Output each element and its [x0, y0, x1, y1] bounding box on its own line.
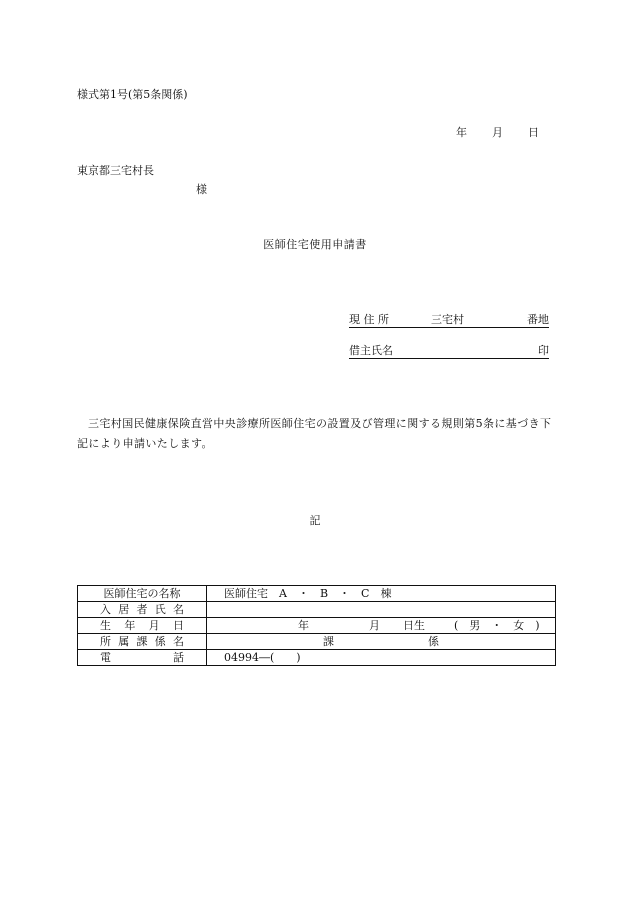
table-row — [78, 634, 556, 650]
date-year: 年 — [456, 126, 467, 139]
label-department: 所 属 課 係 名 — [78, 634, 207, 650]
table-row — [78, 650, 556, 666]
date-month: 月 — [492, 126, 503, 139]
application-details-table — [77, 585, 556, 666]
ki-heading: 記 — [309, 514, 321, 527]
value-birth-date[interactable] — [207, 618, 556, 634]
label-phone: 電 話 — [78, 650, 207, 666]
ka-unit: 課 — [323, 635, 334, 648]
address-banchi: 番地 — [527, 313, 549, 326]
value-department[interactable] — [207, 634, 556, 650]
label-birth-date: 生 年 月 日 — [78, 618, 207, 634]
table-row — [78, 586, 556, 602]
kakari-unit: 係 — [428, 635, 439, 648]
recipient-name: 東京都三宅村長 — [77, 164, 154, 177]
address-village: 三宅村 — [431, 313, 464, 326]
address-label: 現 住 所 — [349, 313, 389, 326]
table-row — [78, 602, 556, 618]
table-row — [78, 618, 556, 634]
applicant-address-line — [349, 311, 549, 328]
form-number: 様式第1号(第5条関係) — [77, 88, 188, 101]
date-line — [456, 124, 556, 140]
birth-month-unit: 月 — [369, 619, 380, 632]
seal-mark: 印 — [538, 344, 549, 357]
value-phone[interactable]: 04994―( ) — [207, 650, 556, 666]
recipient-honorific: 様 — [196, 183, 207, 196]
date-day: 日 — [528, 126, 539, 139]
birth-day-unit: 日生 — [403, 619, 425, 632]
birth-year-unit: 年 — [298, 619, 309, 632]
name-label: 借主氏名 — [349, 344, 393, 357]
gender-choice: ( 男 ・ 女 ) — [454, 619, 540, 632]
value-residence-name[interactable]: 医師住宅 A ・ B ・ C 棟 — [207, 586, 556, 602]
value-resident-name[interactable] — [207, 602, 556, 618]
application-body: 三宅村国民健康保険直営中央診療所医師住宅の設置及び管理に関する規則第5条に基づき下記により申請いたします。 — [77, 417, 552, 450]
label-resident-name: 入 居 者 氏 名 — [78, 602, 207, 618]
label-residence-name: 医師住宅の名称 — [78, 586, 207, 602]
document-title: 医師住宅使用申請書 — [263, 238, 367, 251]
applicant-name-line — [349, 342, 549, 359]
